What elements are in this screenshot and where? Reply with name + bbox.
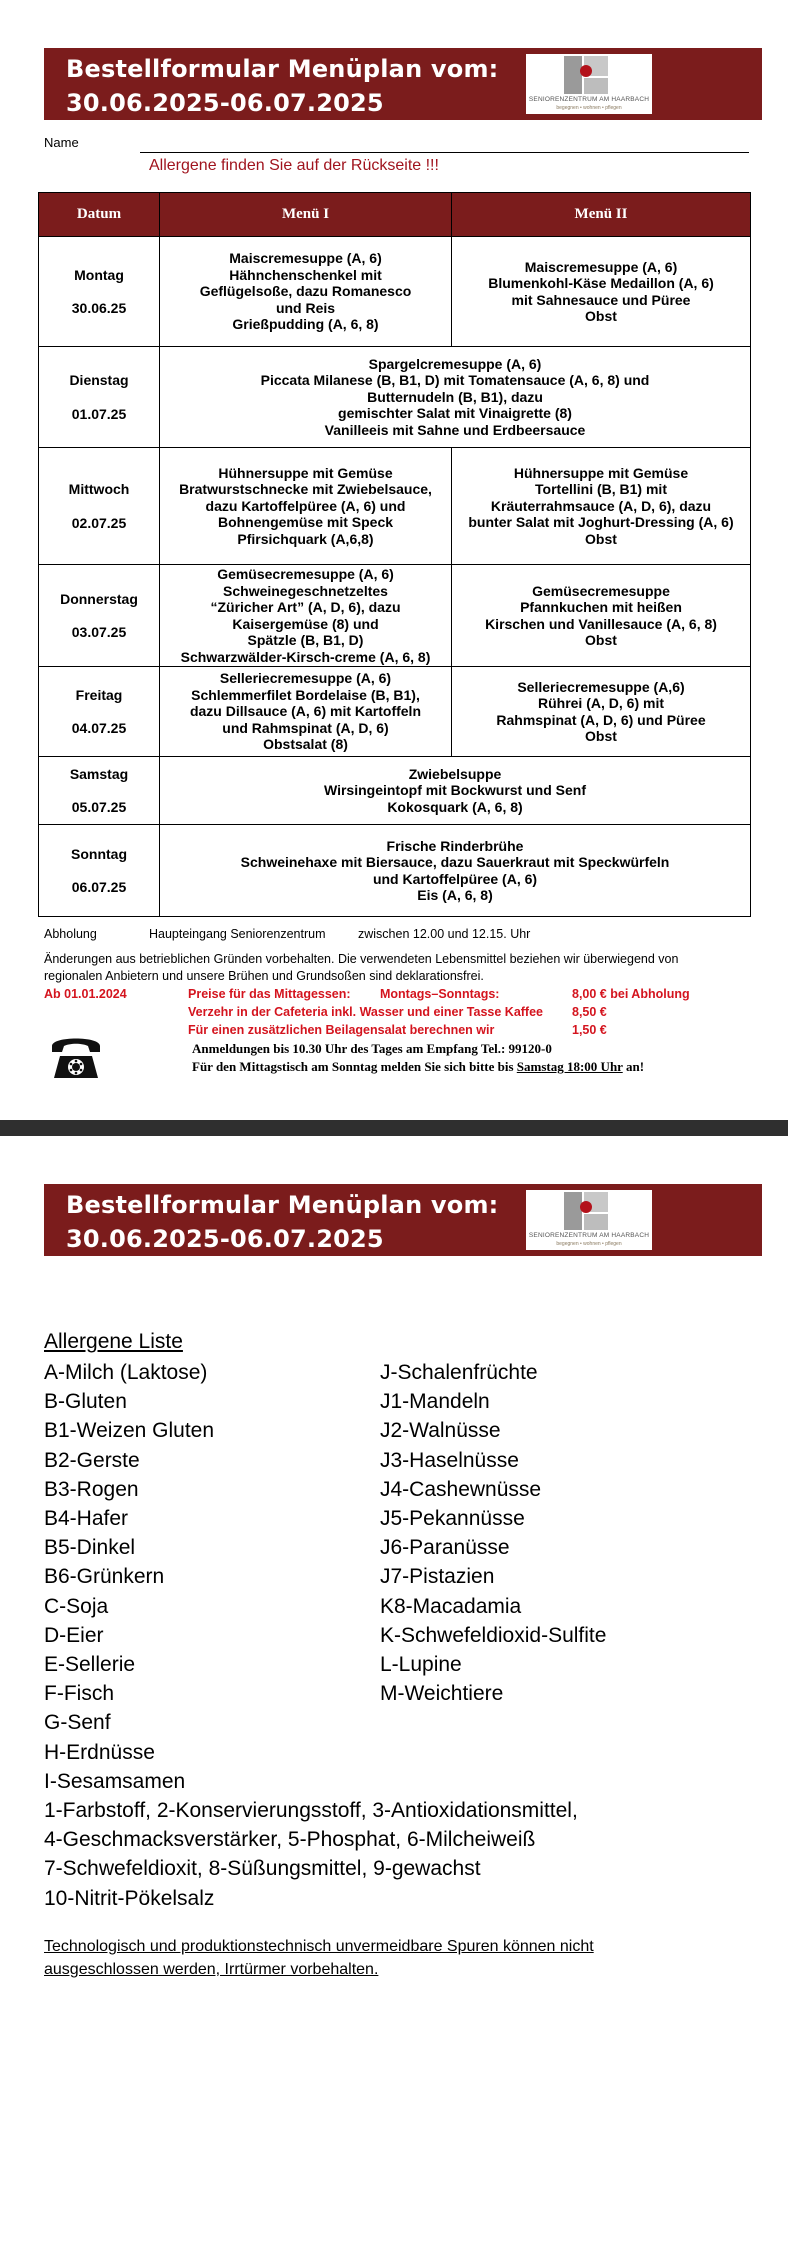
allergen-item: A-Milch (Laktose) [44, 1361, 208, 1384]
additive-line: 7-Schwefeldioxit, 8-Süßungsmittel, 9-gewachst [44, 1857, 481, 1881]
day-name: Montag [74, 266, 124, 283]
allergen-item: E-Sellerie [44, 1653, 136, 1677]
allergen-item: J6-Paranüsse [380, 1536, 510, 1560]
menu-line: gemischter Salat mit Vinaigrette (8) [338, 405, 572, 422]
allergen-list-heading: Allergene Liste [44, 1330, 183, 1353]
pickup-place: Haupteingang Seniorenzentrum [149, 927, 326, 941]
menu-1-cell [160, 565, 452, 667]
menu-line: Obst [585, 530, 617, 547]
menu-2-cell [452, 667, 751, 757]
menu-line: dazu Dillsauce (A, 6) mit Kartoffeln [189, 703, 422, 720]
menu-order-page [0, 0, 788, 1120]
menu-line: Kräuterrahmsauce (A, D, 6), dazu [490, 497, 712, 514]
menu-line: Kirschen und Vanillesauce (A, 6, 8) [485, 615, 717, 632]
allergen-item: C-Soja [44, 1594, 109, 1618]
menu-1-cell [160, 237, 452, 347]
page-title [66, 52, 498, 120]
menu-line: Selleriecremesuppe (A, 6) [219, 670, 392, 687]
allergen-note: Allergene finden Sie auf der Rückseite !!! [149, 157, 439, 174]
menu-line: Zwiebelsuppe [408, 765, 502, 782]
day-date: 06.07.25 [71, 879, 127, 895]
allergen-item: H-Erdnüsse [44, 1740, 155, 1764]
allergen-item: J7-Pistazien [380, 1565, 495, 1589]
title-line-2: 30.06.2025-06.07.2025 [66, 89, 384, 117]
traces-note-line-2: ausgeschlossen werden, Irrtürmer vorbehalten. [44, 1961, 379, 1978]
menu-line: Tortellini (B, B1) mit [535, 481, 667, 498]
seniorenzentrum-logo [526, 1190, 652, 1250]
day-date: 03.07.25 [71, 624, 127, 640]
date-cell [39, 825, 160, 917]
allergen-item: D-Eier [44, 1623, 104, 1647]
menu-line: Hähnchenschenkel mit [229, 266, 382, 283]
menu-1-cell [160, 448, 452, 565]
title-line-2: 30.06.2025-06.07.2025 [66, 1225, 384, 1253]
additive-line: 1-Farbstoff, 2-Konservierungsstoff, 3-Antioxidationsmittel, [44, 1799, 578, 1822]
date-cell [39, 448, 160, 565]
menu-line: bunter Salat mit Joghurt-Dressing (A, 6) [468, 514, 734, 531]
menu-line: Butternudeln (B, B1), dazu [367, 388, 543, 405]
pickup-time: zwischen 12.00 und 12.15. Uhr [358, 927, 531, 941]
menu-line: Hühnersuppe mit Gemüse [513, 464, 689, 481]
registration-info: Anmeldungen bis 10.30 Uhr des Tages am Empfang Tel.: 99120-0 [192, 1041, 552, 1056]
title-banner-2 [44, 1184, 762, 1256]
allergen-item: B6-Grünkern [44, 1565, 165, 1589]
header-menu-2: Menü II [452, 193, 751, 237]
day-date: 02.07.25 [71, 514, 127, 531]
additive-line: 4-Geschmacksverstärker, 5-Phosphat, 6-Milcheiweiß [44, 1828, 536, 1852]
changes-line-1: Änderungen aus betrieblichen Gründen vorbehalten. Die verwendeten Lebensmittel beziehen wir überwiegend von [44, 952, 679, 966]
menu-line: Obst [585, 632, 617, 648]
allergen-item: F-Fisch [44, 1682, 114, 1706]
price-cafeteria: 8,50 € [572, 1005, 607, 1019]
day-name: Mittwoch [68, 481, 130, 497]
date-cell [39, 347, 160, 448]
menu-line: Gemüsecremesuppe (A, 6) [217, 566, 394, 582]
menu-line: Spätzle (B, B1, D) [247, 632, 364, 648]
prices-label: Preise für das Mittagessen: [188, 987, 351, 1001]
menu-line: Spargelcremesuppe (A, 6) [368, 355, 542, 372]
menu-line: Blumenkohl-Käse Medaillon (A, 6) [488, 275, 714, 291]
day-name: Donnerstag [60, 590, 138, 607]
day-name: Dienstag [69, 372, 129, 388]
date-cell [39, 667, 160, 757]
table-header-row [39, 193, 751, 237]
allergen-item: I-Sesamsamen [44, 1769, 186, 1793]
name-field-line[interactable] [140, 152, 749, 153]
title-line-1: Bestellformular Menüplan vom: [66, 1191, 499, 1219]
menu-line: Rahmspinat (A, D, 6) und Püree [496, 711, 706, 728]
menu-line: Schweinehaxe mit Biersauce, dazu Sauerkraut mit Speckwürfeln [240, 854, 670, 870]
logo-name: SENIORENZENTRUM AM HAARBACH [528, 96, 650, 103]
menu-line: Vanilleeis mit Sahne und Erdbeersauce [324, 421, 586, 438]
header-datum: Datum [39, 193, 160, 237]
menu-line: Grießpudding (A, 6, 8) [232, 316, 379, 333]
menu-row-mittwoch [39, 448, 751, 565]
menu-line: Selleriecremesuppe (A,6) [517, 678, 685, 695]
menu-line: Bratwurstschnecke mit Zwiebelsauce, [179, 481, 432, 498]
date-cell [39, 757, 160, 825]
menu-combined-cell [160, 825, 751, 917]
day-name: Samstag [69, 765, 129, 782]
menu-line: Bohnengemüse mit Speck [217, 514, 394, 531]
menu-line: Gemüsecremesuppe [532, 582, 670, 599]
logo-name: SENIORENZENTRUM AM HAARBACH [528, 1232, 650, 1239]
menu-line: Obst [585, 308, 617, 324]
menu-line: mit Sahnesauce und Püree [511, 291, 691, 308]
day-name: Freitag [75, 686, 123, 703]
sunday-deadline: Samstag 18:00 Uhr [516, 1059, 623, 1074]
day-name: Sonntag [71, 845, 127, 862]
menu-line: und Reis [275, 299, 336, 316]
menu-line: Pfirsichquark (A,6,8) [237, 530, 374, 547]
pickup-label: Abholung [44, 927, 97, 941]
allergen-item: L-Lupine [380, 1653, 462, 1677]
title-banner [44, 48, 762, 120]
logo-tagline: begegnen • wohnen • pflegen [556, 1241, 622, 1247]
changes-line-2: regionalen Anbietern und unsere Brühen und Grundsoßen sind deklarationsfrei. [44, 969, 484, 983]
menu-line: Wirsingeintopf mit Bockwurst und Senf [324, 782, 586, 799]
seniorenzentrum-logo [526, 54, 652, 114]
allergen-item: B2-Gerste [44, 1448, 140, 1472]
telephone-icon [46, 1032, 106, 1084]
menu-line: Kokosquark (A, 6, 8) [387, 798, 523, 815]
allergen-item: J5-Pekannüsse [380, 1507, 525, 1531]
menu-line: Frische Rinderbrühe [386, 837, 524, 854]
allergen-item: B5-Dinkel [44, 1536, 136, 1560]
menu-line: Obstsalat (8) [263, 736, 348, 753]
date-cell [39, 237, 160, 347]
menu-line: und Rahmspinat (A, D, 6) [222, 719, 389, 736]
menu-line: Geflügelsoße, dazu Romanesco [199, 283, 412, 300]
menu-line: Pfannkuchen mit heißen [520, 599, 682, 615]
price-side-salad: 1,50 € [572, 1023, 607, 1037]
menu-row-freitag [39, 667, 751, 757]
logo-tagline: begegnen • wohnen • pflegen [556, 105, 622, 111]
menu-line: Hühnersuppe mit Gemüse [218, 464, 393, 481]
additive-line: 10-Nitrit-Pökelsalz [44, 1886, 215, 1910]
menu-line: Schweinegeschnetzeltes [223, 582, 388, 599]
sunday-text: Für den Mittagstisch am Sonntag melden Sie sich bitte bis [192, 1059, 514, 1074]
menu-combined-cell [160, 347, 751, 448]
price-pickup: 8,00 € bei Abholung [572, 987, 690, 1001]
allergen-item: J1-Mandeln [380, 1390, 490, 1414]
menu-table [38, 192, 751, 917]
menu-1-cell [160, 667, 452, 757]
menu-line: Kaisergemüse (8) und [232, 615, 379, 632]
menu-row-donnerstag [39, 565, 751, 667]
menu-2-cell [452, 565, 751, 667]
menu-line: dazu Kartoffelpüree (A, 6) und [205, 497, 406, 514]
date-cell [39, 565, 160, 667]
allergen-list-left [44, 1358, 214, 1796]
menu-line: Schwarzwälder-Kirsch-creme (A, 6, 8) [180, 648, 431, 665]
day-date: 04.07.25 [71, 720, 127, 736]
menu-line: Obst [585, 728, 617, 744]
header-menu-1: Menü I [160, 193, 452, 237]
title-line-1: Bestellformular Menüplan vom: [66, 55, 499, 83]
sunday-registration [192, 1059, 644, 1075]
menu-line: Maiscremesuppe (A, 6) [524, 258, 678, 275]
days-label: Montags–Sonntags: [380, 987, 500, 1001]
allergen-item: B1-Weizen Gluten [44, 1419, 215, 1443]
allergen-item: K8-Macadamia [380, 1594, 522, 1618]
menu-line: Schlemmerfilet Bordelaise (B, B1), [191, 686, 420, 703]
page-title-2 [66, 1188, 498, 1256]
allergen-item: M-Weichtiere [380, 1682, 504, 1706]
side-salad-text: Für einen zusätzlichen Beilagensalat berechnen wir [188, 1023, 495, 1037]
menu-2-cell [452, 448, 751, 565]
sunday-end: an! [625, 1059, 645, 1074]
menu-row-dienstag [39, 347, 751, 448]
day-date: 30.06.25 [71, 300, 127, 316]
page-separator [0, 1120, 788, 1136]
allergen-item: B3-Rogen [44, 1477, 139, 1501]
allergen-item: B4-Hafer [44, 1507, 129, 1531]
menu-line: Rührei (A, D, 6) mit [537, 695, 664, 711]
menu-line: “Züricher Art” (A, D, 6), dazu [210, 599, 401, 615]
price-valid-since: Ab 01.01.2024 [44, 987, 127, 1001]
allergen-item: B-Gluten [44, 1390, 127, 1414]
menu-combined-cell [160, 757, 751, 825]
allergen-item: J4-Cashewnüsse [380, 1477, 542, 1501]
allergen-item: J2-Walnüsse [380, 1419, 501, 1443]
allergen-list-right [380, 1358, 606, 1708]
menu-line: und Kartoffelpüree (A, 6) [372, 870, 538, 887]
allergen-item: J-Schalenfrüchte [380, 1361, 538, 1384]
traces-note [44, 1935, 594, 1981]
menu-row-samstag [39, 757, 751, 825]
cafeteria-text: Verzehr in der Cafeteria inkl. Wasser und einer Tasse Kaffee [188, 1005, 543, 1019]
menu-line: Maiscremesuppe (A, 6) [229, 250, 382, 267]
name-label: Name [44, 135, 79, 150]
menu-row-montag [39, 237, 751, 347]
allergen-item: G-Senf [44, 1711, 111, 1735]
traces-note-line-1: Technologisch und produktionstechnisch unvermeidbare Spuren können nicht [44, 1938, 594, 1955]
menu-row-sonntag [39, 825, 751, 917]
menu-line: Piccata Milanese (B, B1, D) mit Tomatensauce (A, 6, 8) und [260, 372, 650, 389]
menu-2-cell [452, 237, 751, 347]
day-date: 01.07.25 [71, 405, 127, 422]
allergen-item: K-Schwefeldioxid-Sulfite [380, 1623, 607, 1647]
allergen-item: J3-Haselnüsse [380, 1448, 519, 1472]
day-date: 05.07.25 [71, 799, 127, 815]
menu-line: Eis (A, 6, 8) [417, 887, 493, 903]
